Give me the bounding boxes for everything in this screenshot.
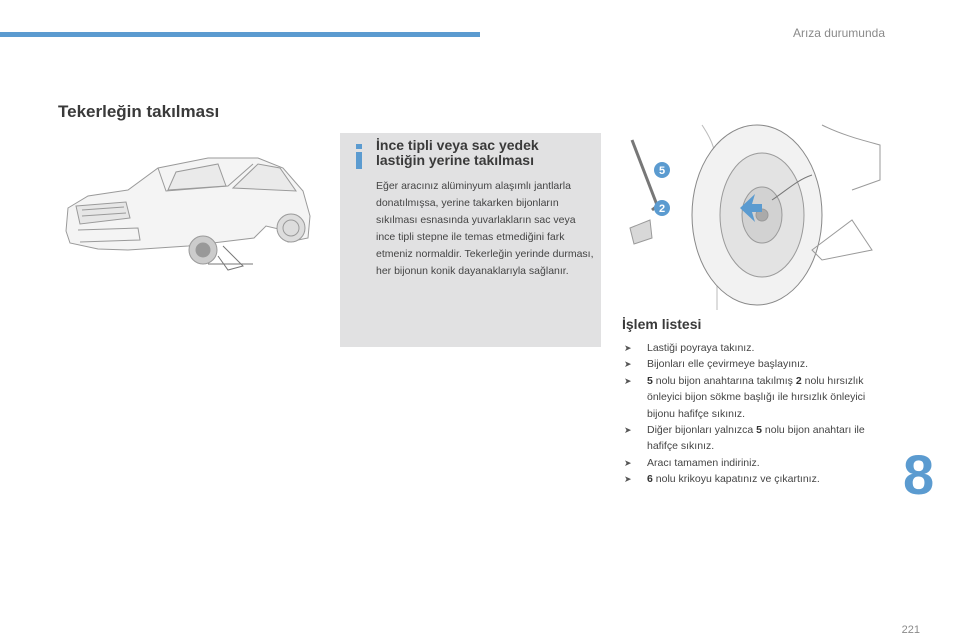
steps-list (622, 340, 872, 488)
arrow-bullet-icon: ➤ (624, 375, 632, 386)
arrow-bullet-icon: ➤ (624, 457, 632, 468)
callout-5: 5 (658, 165, 666, 177)
wheel-mounting-illustration (622, 120, 884, 315)
list-item: ➤ Lastiği poyraya takınız. (622, 340, 872, 356)
page-title: Tekerleğin takılması (58, 102, 220, 121)
chapter-number: 8 (903, 443, 935, 506)
list-item: ➤ 5 nolu bijon anahtarına takılmış 2 nolu hırsızlık önleyici bijon sökme başlığı ile hırsızlık önleyici bijonu hafifçe sıkınız. (624, 374, 866, 420)
header-accent-bar (0, 32, 480, 37)
info-icon (352, 144, 366, 170)
arrow-bullet-icon: ➤ (624, 474, 632, 485)
info-box-text: Eğer aracınız alüminyum alaşımlı jantlarla donatılmışsa, yerine takarken bijonların sıkılması esnasında yuvarlakların sac veya ince tipli stepne ile temas etmediğini fark etmeniz normaldir. Tekerleğin yerinde durması, her bijonun konik dayanaklarıyla sağlanır. (376, 180, 594, 277)
list-item: ➤ Diğer bijonları yalnızca 5 nolu bijon anahtarı ile hafifçe sıkınız. (624, 424, 865, 453)
arrow-bullet-icon: ➤ (624, 343, 632, 353)
list-item: ➤ Aracı tamamen indiriniz. (622, 455, 872, 471)
car-on-jack-illustration (58, 146, 316, 276)
arrow-bullet-icon: ➤ (624, 359, 632, 370)
info-box-title: İnce tipli veya sac yedek lastiğin yerine takılması (376, 137, 539, 168)
steps-title: İşlem listesi (622, 316, 702, 332)
callout-2: 2 (658, 203, 666, 215)
list-item: ➤ Bijonları elle çevirmeye başlayınız. (622, 356, 872, 372)
chapter-title: Arıza durumunda (792, 26, 885, 40)
info-box (340, 133, 601, 347)
page-number: 221 (901, 624, 920, 636)
arrow-bullet-icon: ➤ (624, 425, 632, 436)
list-item: ➤ 6 nolu krikoyu kapatınız ve çıkartınız. (622, 471, 872, 487)
